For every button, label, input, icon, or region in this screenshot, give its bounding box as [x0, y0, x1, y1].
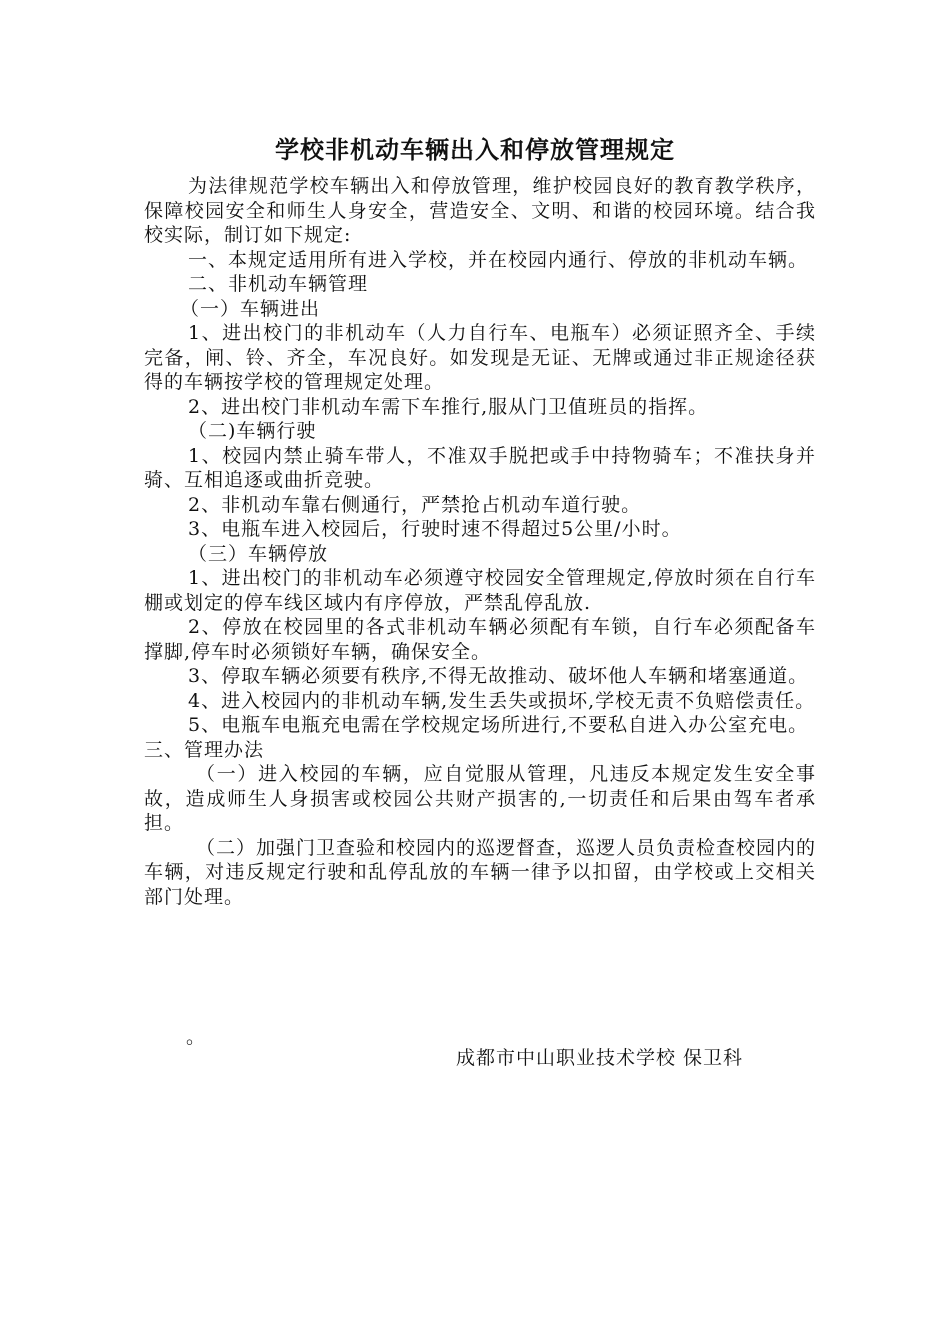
- subsection-heading: （二)车辆行驶: [188, 420, 317, 442]
- document-title: 学校非机动车辆出入和停放管理规定: [275, 136, 675, 164]
- clause-paragraph: 5、电瓶车电瓶充电需在学校规定场所进行,不要私自进入办公室充电。: [188, 714, 809, 736]
- clause-paragraph: 3、电瓶车进入校园后，行驶时速不得超过5公里/小时。: [188, 518, 682, 540]
- clause-paragraph: 1、进出校门的非机动车必须遵守校园安全管理规定,停放时须在自行车棚或划定的停车线区域内有序停放，严禁乱停乱放.: [144, 567, 816, 614]
- intro-paragraph: 为法律规范学校车辆出入和停放管理，维护校园良好的教育教学秩序，保障校园安全和师生人身安全，营造安全、文明、和谐的校园环境。结合我校实际，制订如下规定:: [144, 175, 816, 246]
- subsection-heading: （一）车辆进出: [180, 297, 321, 320]
- clause-paragraph: 2、进出校门非机动车需下车推行,服从门卫值班员的指挥。: [188, 395, 709, 418]
- clause-paragraph: （一）进入校园的车辆，应自觉服从管理，凡违反本规定发生安全事故，造成师生人身损害或校园公共财产损害的,一切责任和后果由驾车者承担。: [144, 763, 816, 834]
- clause-paragraph: 1、进出校门的非机动车（人力自行车、电瓶车）必须证照齐全、手续完备，闸、铃、齐全，车况良好。如发现是无证、无牌或通过非正规途径获得的车辆按学校的管理规定处理。: [144, 322, 816, 393]
- stray-mark: 。: [186, 1026, 206, 1048]
- clause-paragraph: 2、停放在校园里的各式非机动车辆必须配有车锁，自行车必须配备车撑脚,停车时必须锁好车辆，确保安全。: [144, 616, 816, 663]
- signature-line: 成都市中山职业技术学校 保卫科: [456, 1047, 744, 1069]
- clause-paragraph: 1、校园内禁止骑车带人，不准双手脱把或手中持物骑车；不准扶身并骑、互相追逐或曲折竞驶。: [144, 444, 816, 491]
- section-scope-paragraph: 一、本规定适用所有进入学校，并在校园内通行、停放的非机动车辆。: [188, 248, 809, 271]
- document-body: [144, 174, 816, 909]
- subsection-heading: （三）车辆停放: [188, 542, 329, 565]
- clause-paragraph: 2、非机动车靠右侧通行，严禁抢占机动车道行驶。: [188, 493, 642, 516]
- section-heading: 二、非机动车辆管理: [188, 273, 369, 295]
- clause-paragraph: 3、停取车辆必须要有秩序,不得无故推动、破坏他人车辆和堵塞通道。: [188, 665, 809, 687]
- clause-paragraph: 4、进入校园内的非机动车辆,发生丢失或损坏,学校无责不负赔偿责任。: [188, 689, 816, 712]
- section-heading: 三、管理办法: [144, 738, 265, 761]
- clause-paragraph: （二）加强门卫查验和校园内的巡逻督查，巡逻人员负责检查校园内的车辆，对违反规定行驶和乱停乱放的车辆一律予以扣留，由学校或上交相关部门处理。: [144, 836, 817, 908]
